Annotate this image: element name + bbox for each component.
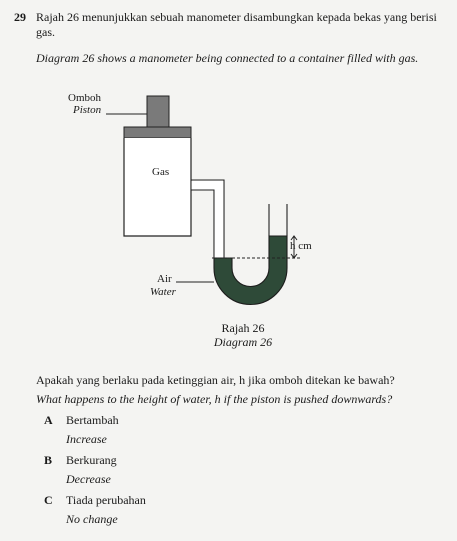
water-label-malay: Air — [157, 273, 172, 285]
piston-label-malay: Omboh — [68, 92, 101, 104]
option-a-malay[interactable]: Bertambah — [66, 413, 119, 427]
diagram-caption-malay: Rajah 26 — [221, 321, 265, 335]
open-limb-tube — [269, 204, 287, 236]
question-stem-english: Diagram 26 shows a manometer being connected to a container filled with gas. — [36, 51, 419, 65]
connecting-tube-inner — [191, 190, 214, 258]
gas-container — [124, 138, 191, 236]
gas-label: Gas — [152, 166, 170, 178]
option-c-letter[interactable]: C — [44, 493, 53, 507]
option-b-english[interactable]: Decrease — [66, 472, 111, 486]
question-stem-malay: Rajah 26 menunjukkan sebuah manometer disambungkan kepada bekas yang berisi gas. — [36, 10, 437, 39]
option-c-english[interactable]: No change — [66, 512, 118, 526]
question-ask-malay: Apakah yang berlaku pada ketinggian air, h jika omboh ditekan ke bawah? — [36, 373, 395, 387]
piston-label-english: Piston — [73, 104, 102, 116]
option-b-letter[interactable]: B — [44, 453, 53, 467]
water-label-english: Water — [150, 286, 176, 298]
option-a-english[interactable]: Increase — [66, 432, 107, 446]
question-number: 29 — [14, 10, 26, 24]
option-c-malay[interactable]: Tiada perubahan — [66, 493, 146, 507]
piston-plate — [124, 127, 191, 138]
question-ask-english: What happens to the height of water, h if the piston is pushed downwards? — [36, 392, 393, 406]
diagram-caption-english: Diagram 26 — [213, 335, 273, 349]
piston-rod — [147, 96, 169, 128]
height-label: h cm — [290, 240, 312, 252]
option-a-letter[interactable]: A — [44, 413, 53, 427]
option-b-malay[interactable]: Berkurang — [66, 453, 117, 467]
water-column — [214, 236, 287, 305]
